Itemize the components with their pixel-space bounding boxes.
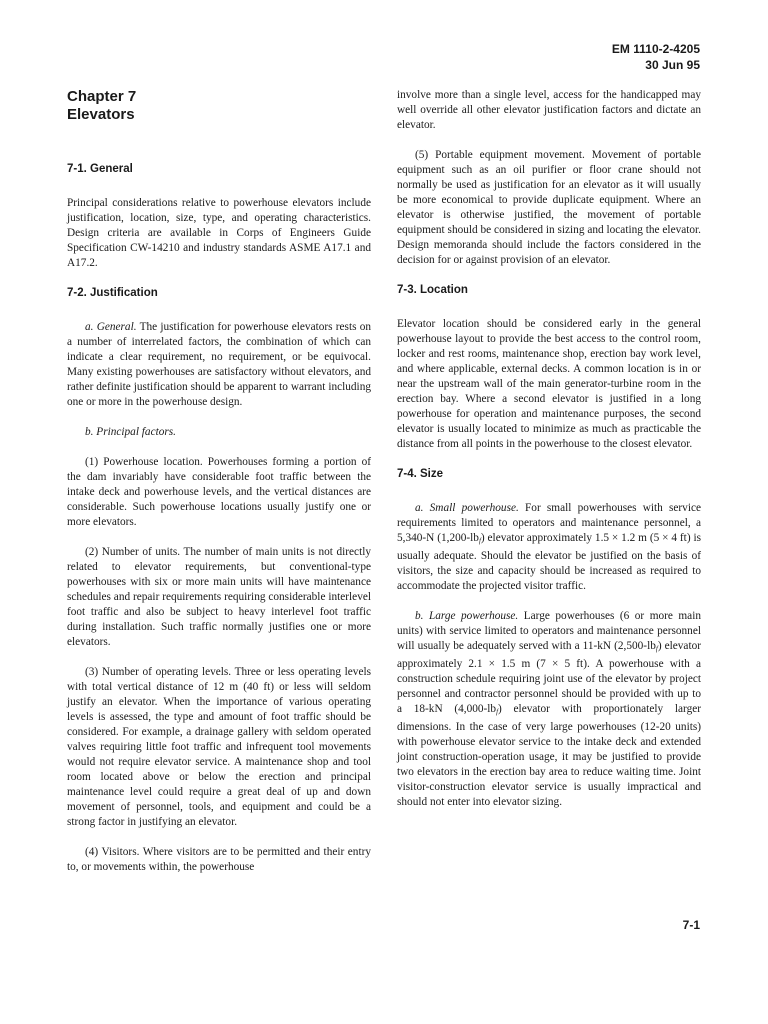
paragraph-7-4b <box>397 609 701 810</box>
paragraph-7-2b5: (5) Portable equipment movement. Movement of portable equipment such as an oil purifier or floor crane should not normally be used as justification for an elevator as it will usually be more economical to provide duplicate equipment. Where an elevator is otherwise justified, the movement of portable equipment should be considered in sizing and locating the elevator. Design memoranda should include the factors considered in the decision for or against provision of an elevator. <box>397 149 701 266</box>
paragraph-label: b. Large powerhouse. <box>415 610 519 622</box>
paragraph-7-2b3: (3) Number of operating levels. Three or less operating levels with total vertical distance of 12 m (40 ft) or less will seldom justify an elevator. When the importance of various operating levels is assessed, the type and amount of foot traffic should be considered. For example, a drainage gallery with seldom operated valves requiring little foot traffic and infrequent tool movements would not require elevator service. A maintenance shop and tool room located above or below the erection and principal maintenance level could require a great deal of up and down movement of personnel, tools, and equipment and could be a strong factor in justifying an elevator. <box>67 666 371 828</box>
section-heading-7-3: 7-3. Location <box>397 284 468 296</box>
paragraph-7-1: Principal considerations relative to powerhouse elevators include justification, location, size, type, and operating characteristics. Design criteria are available in Corps of Engineers Guide Specification CW-14210 and industry standards ASME A17.1 and A17.2. <box>67 197 371 269</box>
paragraph-7-2b4: (4) Visitors. Where visitors are to be permitted and their entry to, or movements within, the powerhouse <box>67 846 371 873</box>
document-date: 30 Jun 95 <box>645 58 700 72</box>
section-heading-7-2: 7-2. Justification <box>67 287 158 299</box>
paragraph-text: Large powerhouses (6 or more main units) with service limited to operators and maintenance personnel will usually be adequately served with a 11-kN (2,500-lb <box>397 610 701 652</box>
section-heading-7-4: 7-4. Size <box>397 468 444 480</box>
paragraph-7-2b2: (2) Number of units. The number of main units is not directly related to elevator requirements, but conventional-type powerhouses with six or more main units will have maintenance schedules and repair requirements requiring considerable interlevel foot traffic and also be subject to heavy interlevel foot traffic during installation. Such traffic normally justifies one or more elevators. <box>67 546 371 648</box>
paragraph-text: For small powerhouses with service requirements limited to operators and maintenance personnel, a 5,340-N (1,200-lb <box>397 502 701 544</box>
page-number: 7-1 <box>682 918 700 932</box>
paragraph-text: ) elevator with proportionately larger dimensions. In the case of very large powerhouses (12-20 units) with powerhouse elevator service to the intake deck and extended joint construction-operation usage, it may be justified to provide two elevators in the erection bay area to reduce waiting time. Joint visitor-construction elevator service is usually impractical and should not enter into elevator sizing. <box>397 703 701 808</box>
chapter-subtitle: Elevators <box>67 106 135 123</box>
paragraph-7-2a <box>67 320 371 410</box>
subscript: f <box>496 708 499 716</box>
paragraph-text: ) elevator approximately 2.1 × 1.5 m (7 × 5 ft). A powerhouse with a construction schedule requiring joint use of the elevator by project personnel and contractor personnel should be provided with up to a 18-kN (4,000-lb <box>397 640 701 715</box>
paragraph-text: The justification for powerhouse elevators rests on a number of interrelated factors, the combination of which can indicate a clear requirement, no requirement, or be equivocal. Many existing powerhouses are satisfactory without elevators, and rather definite justification should be apparent to warrant including one or more in the powerhouse design. <box>67 321 372 408</box>
paragraph-7-4a <box>397 501 701 594</box>
paragraph-7-2b4-continued: involve more than a single level, access for the handicapped may well override all other elevator justification factors and dictate an elevator. <box>397 89 701 131</box>
chapter-title: Chapter 7 <box>67 88 137 105</box>
left-column <box>67 88 371 890</box>
document-number: EM 1110-2-4205 <box>611 42 700 56</box>
paragraph-text: ) elevator approximately 1.5 × 1.2 m (5 × 4 ft) is usually adequate. Should the elevator be justified on the basis of visitors, the size and capacity should be increased as required to accommodate the projected visitor traffic. <box>397 532 701 592</box>
subscript: f <box>478 537 481 545</box>
right-column <box>397 88 701 825</box>
paragraph-7-2b-label: b. Principal factors. <box>85 426 176 438</box>
paragraph-7-3: Elevator location should be considered early in the general powerhouse layout to provide the best access to the control room, locker and rest rooms, maintenance shop, erection bay work level, and where applicable, external decks. A common location is in or near the upstream wall of the main generator-turbine room in the erection bay. Where a second elevator is justified in a long powerhouse for operation and maintenance purposes, the second elevator is usually located to minimize as much as practicable the distance from all points in the powerhouse to the closest elevator. <box>397 318 701 450</box>
paragraph-label: a. Small powerhouse. <box>415 502 519 514</box>
section-heading-7-1: 7-1. General <box>67 163 133 175</box>
paragraph-7-2b1: (1) Powerhouse location. Powerhouses forming a portion of the dam invariably have considerable foot traffic between the intake deck and powerhouse levels, and the vertical distances are considerable. Such powerhouse locations usually justify one or more elevators. <box>67 456 371 528</box>
subscript: f <box>655 645 658 653</box>
paragraph-label: a. General. <box>85 321 137 333</box>
